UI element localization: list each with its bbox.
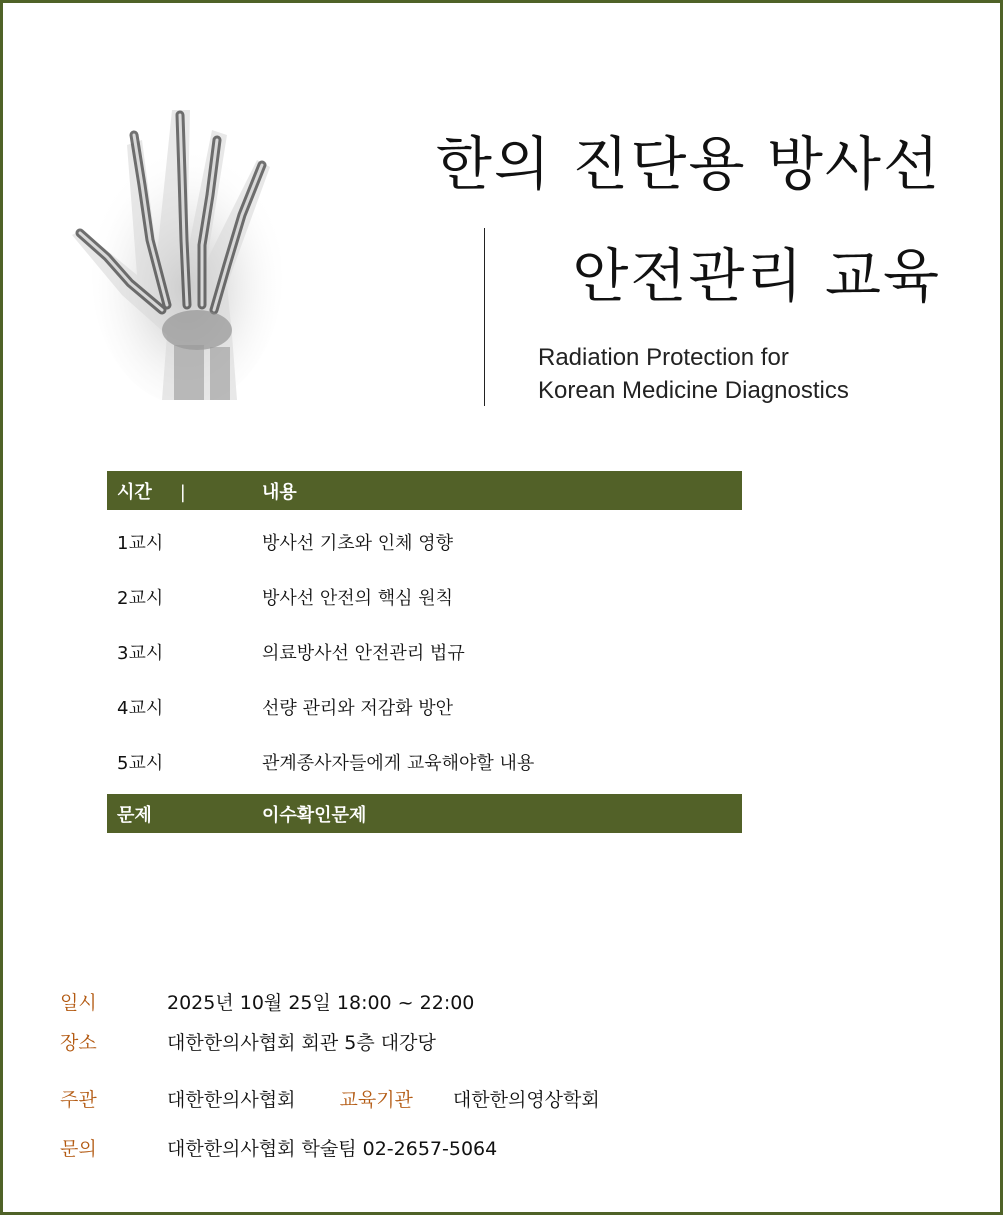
row-content: 관계종사자들에게 교육해야할 내용: [262, 752, 535, 774]
row-time: 1교시: [117, 532, 164, 554]
row-content: 의료방사선 안전관리 법규: [262, 642, 465, 664]
row-time: 4교시: [117, 697, 164, 719]
footer-label: 문제: [117, 804, 152, 826]
page-title: [436, 108, 941, 332]
place-label: 장소: [60, 1032, 97, 1054]
subtitle-line-2: Korean Medicine Diagnostics: [538, 377, 849, 404]
row-content: 방사선 기초와 인체 영향: [262, 532, 454, 554]
table-row: [107, 514, 742, 569]
date-value: 2025년 10월 25일 18:00 ~ 22:00: [167, 992, 475, 1014]
hand-xray-image: [62, 105, 282, 400]
title-line-2: 안전관리 교육: [572, 242, 941, 310]
subtitle: [538, 341, 849, 407]
title-line-1: 한의 진단용 방사선: [435, 130, 941, 198]
info-date: [60, 988, 474, 1015]
place-value: 대한한의사협회 회관 5층 대강당: [167, 1032, 436, 1054]
edu-label: 교육기관: [339, 1089, 413, 1111]
header-time: 시간 |: [117, 481, 186, 503]
contact-value: 대한한의사협회 학술팀 02-2657-5064: [167, 1138, 498, 1160]
subtitle-line-1: Radiation Protection for: [538, 344, 789, 371]
table-row: [107, 734, 742, 789]
table-row: [107, 569, 742, 624]
table-footer: [107, 794, 742, 833]
info-place: [60, 1028, 436, 1055]
info-host: [60, 1085, 600, 1112]
table-row: [107, 624, 742, 679]
header-content: 내용: [262, 481, 297, 503]
row-time: 3교시: [117, 642, 164, 664]
contact-label: 문의: [60, 1138, 97, 1160]
divider: [484, 228, 485, 406]
footer-content: 이수확인문제: [262, 804, 367, 826]
host-label: 주관: [60, 1089, 97, 1111]
row-time: 5교시: [117, 752, 164, 774]
table-header: [107, 471, 742, 510]
host-value: 대한한의사협회: [167, 1089, 296, 1111]
info-contact: [60, 1134, 497, 1161]
edu-value: 대한한의영상학회: [452, 1089, 600, 1111]
date-label: 일시: [60, 992, 97, 1014]
schedule-table: [107, 471, 742, 833]
row-content: 방사선 안전의 핵심 원칙: [262, 587, 454, 609]
row-content: 선량 관리와 저감화 방안: [262, 697, 454, 719]
row-time: 2교시: [117, 587, 164, 609]
table-row: [107, 679, 742, 734]
